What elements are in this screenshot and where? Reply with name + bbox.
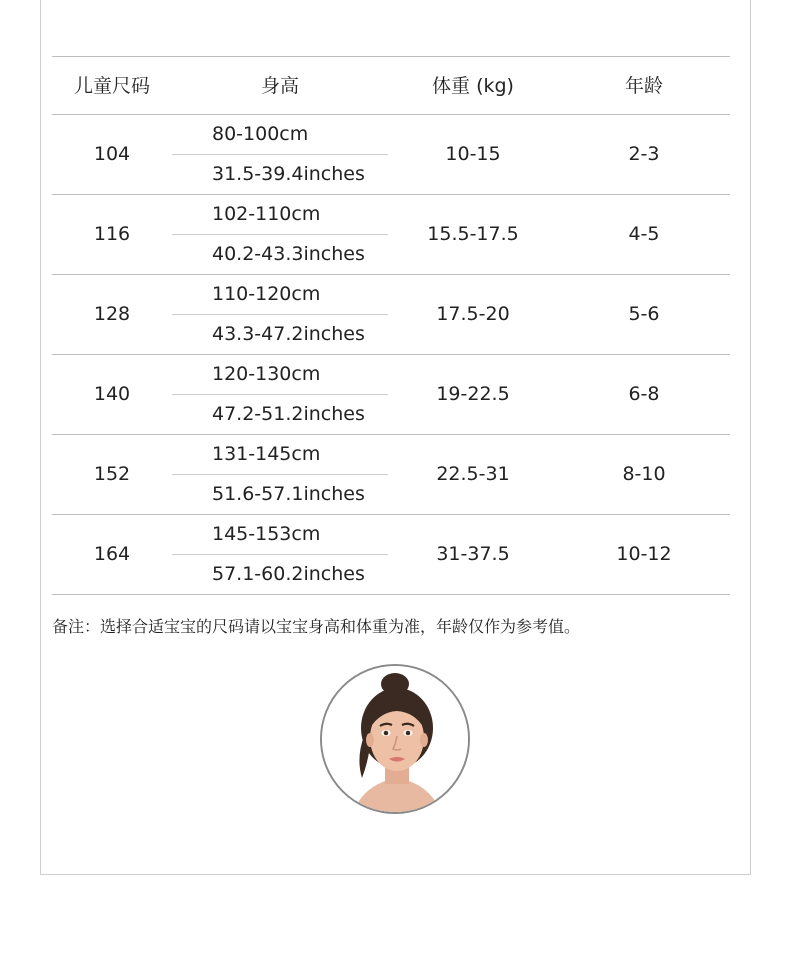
row-bottom-rule <box>52 274 730 275</box>
header-age: 年龄 <box>624 75 663 97</box>
row-age-cell: 8-10 <box>622 463 666 485</box>
row-height-divider <box>172 474 388 475</box>
row-size-cell: 116 <box>93 223 131 245</box>
row-height-inches: 51.6-57.1inches <box>212 483 365 505</box>
row-height-cm: 102-110cm <box>212 203 321 225</box>
row-weight-cell: 19-22.5 <box>436 383 510 405</box>
header-size: 儿童尺码 <box>73 75 150 97</box>
row-height-inches: 43.3-47.2inches <box>212 323 365 345</box>
header-rule <box>52 114 730 115</box>
row-age-cell: 2-3 <box>628 143 660 165</box>
row-height-cm: 110-120cm <box>212 283 321 305</box>
row-bottom-rule <box>52 514 730 515</box>
row-age-cell: 10-12 <box>616 543 672 565</box>
child-model-portrait <box>320 664 470 814</box>
row-height-divider <box>172 394 388 395</box>
row-height-inches: 40.2-43.3inches <box>212 243 365 265</box>
row-size-cell: 128 <box>93 303 131 325</box>
header-weight: 体重 (kg) <box>432 75 514 97</box>
row-age-cell: 5-6 <box>628 303 660 325</box>
row-height-divider <box>172 554 388 555</box>
row-height-divider <box>172 234 388 235</box>
row-size-cell: 140 <box>93 383 131 405</box>
row-age-cell: 4-5 <box>628 223 660 245</box>
row-size-cell: 164 <box>93 543 131 565</box>
row-height-cm: 120-130cm <box>212 363 321 385</box>
row-weight-cell: 31-37.5 <box>436 543 510 565</box>
header-height: 身高 <box>260 75 299 97</box>
row-height-inches: 47.2-51.2inches <box>212 403 365 425</box>
row-size-cell: 152 <box>93 463 131 485</box>
table-top-rule <box>52 56 730 57</box>
row-size-cell: 104 <box>93 143 131 165</box>
row-weight-cell: 10-15 <box>445 143 501 165</box>
row-height-cm: 145-153cm <box>212 523 321 545</box>
row-age-cell: 6-8 <box>628 383 660 405</box>
row-weight-cell: 22.5-31 <box>436 463 510 485</box>
row-bottom-rule <box>52 594 730 595</box>
row-weight-cell: 17.5-20 <box>436 303 510 325</box>
row-height-cm: 131-145cm <box>212 443 321 465</box>
row-weight-cell: 15.5-17.5 <box>427 223 519 245</box>
row-bottom-rule <box>52 194 730 195</box>
size-note: 备注：选择合适宝宝的尺码请以宝宝身高和体重为准，年龄仅作为参考值。 <box>52 617 581 636</box>
row-height-inches: 57.1-60.2inches <box>212 563 365 585</box>
row-bottom-rule <box>52 354 730 355</box>
child-portrait-image <box>322 666 470 814</box>
row-height-cm: 80-100cm <box>212 123 309 145</box>
row-height-divider <box>172 154 388 155</box>
row-height-inches: 31.5-39.4inches <box>212 163 365 185</box>
row-bottom-rule <box>52 434 730 435</box>
row-height-divider <box>172 314 388 315</box>
